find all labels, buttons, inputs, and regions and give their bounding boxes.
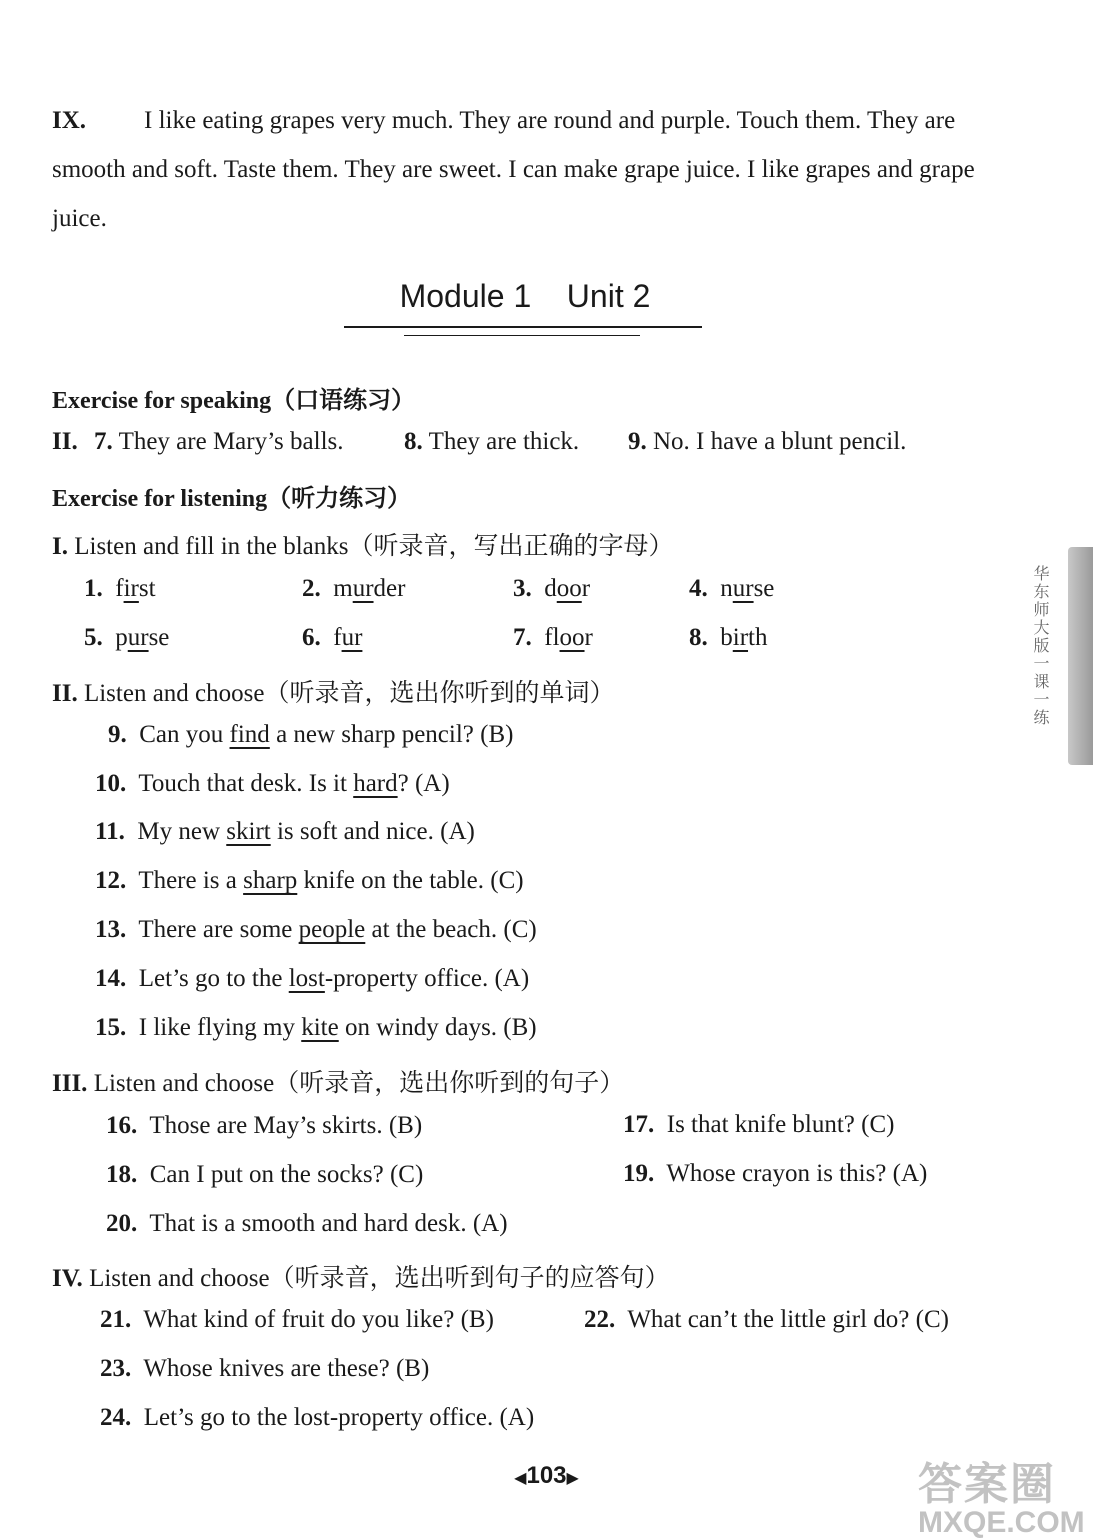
choose-item: 13. There are some people at the beach. (C) <box>95 916 537 943</box>
sec2-heading: II. Listen and choose（听录音，选出你听到的单词） <box>52 680 615 707</box>
response-item: 21. What kind of fruit do you like? (B) <box>100 1306 494 1333</box>
choose-item: 12. There is a sharp knife on the table. (C) <box>95 867 524 894</box>
response-item: 23. Whose knives are these? (B) <box>100 1355 430 1382</box>
choose-item: 15. I like flying my kite on windy days. (B) <box>95 1014 537 1041</box>
choose-item: 14. Let’s go to the lost-property office. (A) <box>95 965 530 992</box>
title-rule-thick <box>344 326 702 328</box>
module-title: Module 1 Unit 2 <box>399 278 651 314</box>
response-item: 22. What can’t the little girl do? (C) <box>584 1306 949 1333</box>
listening-title: Exercise for listening（听力练习） <box>52 486 412 512</box>
blank-item: 8. birth <box>689 624 768 651</box>
side-tab <box>1068 547 1093 765</box>
blank-item: 1. first <box>84 575 156 602</box>
choose-item: 11. My new skirt is soft and nice. (A) <box>95 818 475 845</box>
sentence-item: 17. Is that knife blunt? (C) <box>623 1111 895 1138</box>
sec4-heading: IV. Listen and choose（听录音，选出听到句子的应答句） <box>52 1265 670 1292</box>
choose-item: 9. Can you find a new sharp pencil? (B) <box>108 721 514 748</box>
ix-label: IX. <box>52 107 87 134</box>
page-number: ◀103▶ <box>514 1462 579 1489</box>
watermark: 答案圈 MXQE.COM <box>918 1460 1085 1539</box>
speaking-title: Exercise for speaking（口语练习） <box>52 388 416 414</box>
sentence-item: 18. Can I put on the socks? (C) <box>106 1161 424 1188</box>
blank-item: 6. fur <box>302 624 363 651</box>
sentence-item: 16. Those are May’s skirts. (B) <box>106 1112 423 1139</box>
blank-item: 4. nurse <box>689 575 775 602</box>
blank-item: 3. door <box>513 575 591 602</box>
choose-item: 10. Touch that desk. Is it hard? (A) <box>95 770 450 797</box>
sec1-heading: I. Listen and fill in the blanks（听录音，写出正确的字母） <box>52 533 674 560</box>
speaking-item: 7. They are Mary’s balls. <box>94 428 344 455</box>
speaking-item: 9. No. I have a blunt pencil. <box>628 428 907 455</box>
blank-item: 7. floor <box>513 624 593 651</box>
left-triangle-icon: ◀ <box>514 1470 527 1487</box>
right-triangle-icon: ▶ <box>566 1470 579 1487</box>
sec3-heading: III. Listen and choose（听录音，选出你听到的句子） <box>52 1070 625 1097</box>
side-tab-text: 华东师大版一课一练 <box>1031 565 1050 727</box>
speaking-item: 8. They are thick. <box>404 428 580 455</box>
speaking-label: II. <box>52 428 78 455</box>
title-rule-thin <box>404 335 640 336</box>
ix-text: I like eating grapes very much. They are round and purple. Touch them. They are smooth and soft. Taste them. They are sweet. I can make grape juice. I like grapes and grape juice. <box>52 107 975 232</box>
blank-item: 2. murder <box>302 575 406 602</box>
sentence-item: 20. That is a smooth and hard desk. (A) <box>106 1210 508 1237</box>
sentence-item: 19. Whose crayon is this? (A) <box>623 1160 928 1187</box>
ix-paragraph <box>52 96 992 243</box>
blank-item: 5. purse <box>84 624 170 651</box>
response-item: 24. Let’s go to the lost-property office. (A) <box>100 1404 535 1431</box>
